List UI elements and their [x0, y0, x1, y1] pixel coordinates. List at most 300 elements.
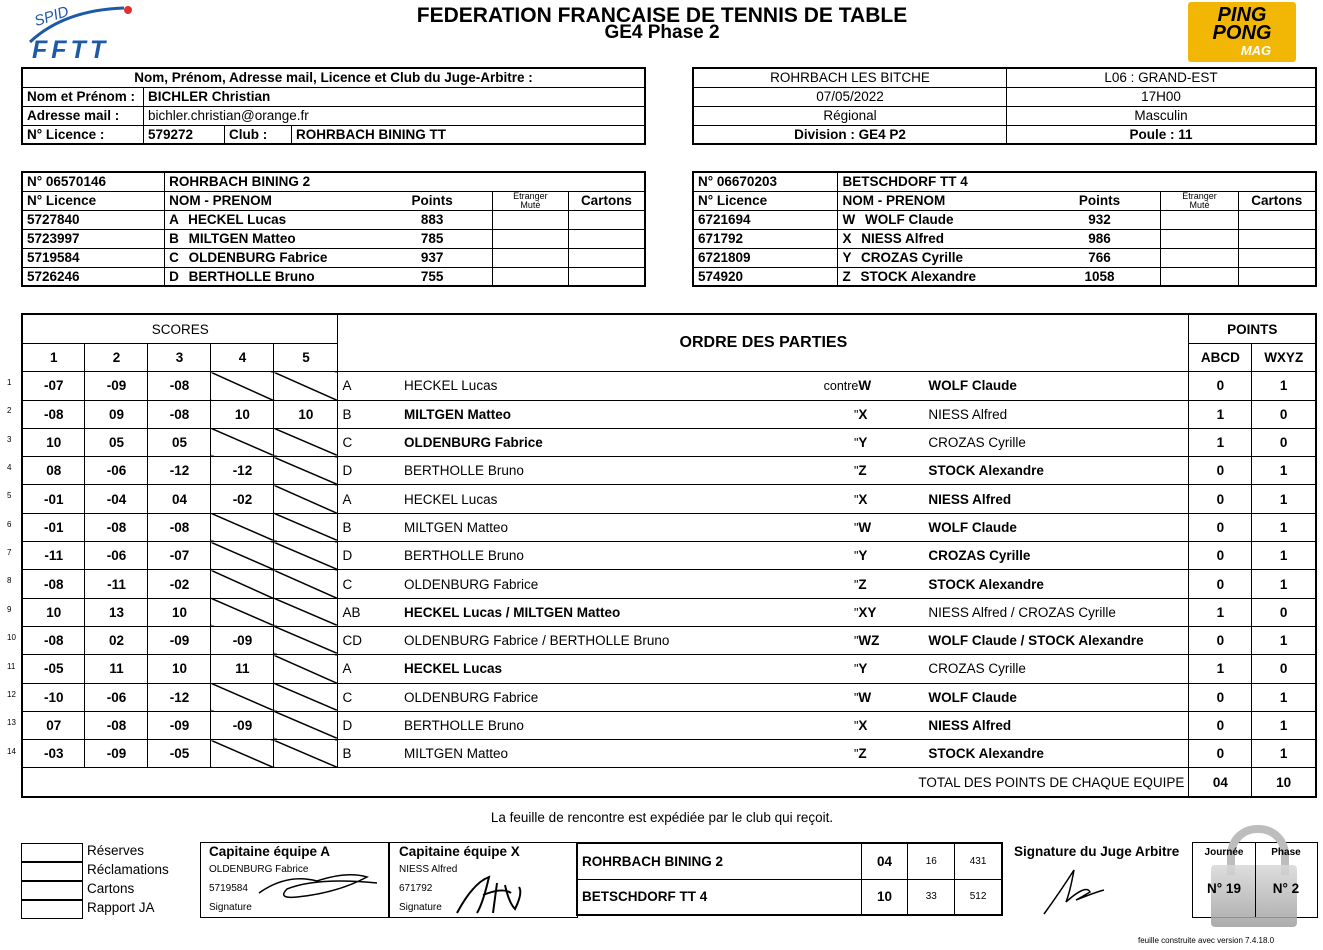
- versus-label: contre: [823, 379, 859, 394]
- fftt-logo: [24, 2, 136, 62]
- team-a-col-foreign: Etranger Muté: [492, 191, 568, 210]
- versus-text: [817, 711, 858, 739]
- referee-heading: Nom, Prénom, Adresse mail, Licence et Club du Juge-Arbitre :: [22, 68, 645, 87]
- row-number: 12: [7, 689, 16, 699]
- match-level: Régional: [693, 106, 1007, 125]
- captain-a-licence: 5719584: [209, 883, 248, 894]
- order-heading: ORDRE DES PARTIES: [338, 314, 1189, 372]
- result-a-balls: 431: [955, 843, 1002, 879]
- player-letter: B: [169, 231, 179, 246]
- result-x-team: BETSCHDORF TT 4: [577, 879, 861, 915]
- match-pool: Poule : 11: [1007, 125, 1317, 144]
- captain-a-title: Capitaine équipe A: [209, 844, 331, 859]
- set-score: -12: [148, 683, 211, 711]
- footer-checkbox-label: Réserves: [87, 843, 145, 858]
- set-score: [274, 655, 338, 683]
- player-x-name: CROZAS Cyrille: [928, 548, 1031, 564]
- set-label-5: 5: [274, 344, 338, 372]
- match-row: [22, 740, 1316, 768]
- player-x-name: CROZAS Cyrille: [928, 661, 1026, 677]
- team-x-table: [692, 171, 1317, 287]
- player-foreign: [1161, 229, 1238, 248]
- player-cards: [1238, 229, 1316, 248]
- referee-name: BICHLER Christian: [144, 87, 646, 106]
- player-name-cell: [165, 248, 373, 267]
- player-a-letter: C: [338, 428, 404, 456]
- player-a-name: BERTHOLLE Bruno: [404, 457, 817, 485]
- versus-label: ": [853, 464, 859, 479]
- match-place: ROHRBACH LES BITCHE: [693, 68, 1007, 87]
- set-score: [274, 570, 338, 598]
- set-score: -09: [148, 711, 211, 739]
- match-row: [22, 683, 1316, 711]
- lock-icon: [1211, 825, 1297, 929]
- referee-mail: bichler.christian@orange.fr: [144, 106, 646, 125]
- player-a-letter: D: [338, 711, 404, 739]
- set-score: [274, 626, 338, 654]
- journee-label: Journée: [1204, 847, 1244, 858]
- player-points: 1058: [1039, 267, 1161, 286]
- result-abcd: 1: [1189, 655, 1252, 683]
- set-score: -10: [22, 683, 85, 711]
- set-score: 11: [85, 655, 148, 683]
- captain-a-signature: [257, 863, 387, 908]
- result-wxyz: 1: [1252, 542, 1316, 570]
- set-score: -04: [85, 485, 148, 513]
- player-a-name: MILTGEN Matteo: [404, 513, 817, 541]
- row-number: 1: [7, 378, 12, 387]
- player-a-letter: AB: [338, 598, 404, 626]
- captain-a-name: OLDENBURG Fabrice: [209, 864, 309, 875]
- set-score: 07: [22, 711, 85, 739]
- row-number: 8: [7, 576, 12, 586]
- set-score: -11: [85, 570, 148, 598]
- captain-x-name: NIESS Alfred: [399, 864, 458, 875]
- set-score: -01: [22, 513, 85, 541]
- set-score: 02: [85, 626, 148, 654]
- player-name-cell: [165, 267, 373, 286]
- team-a-col-name: NOM - PRENOM: [165, 191, 373, 210]
- result-abcd: 0: [1189, 542, 1252, 570]
- player-x-letter: Y: [858, 548, 868, 564]
- versus-label: ": [853, 407, 859, 422]
- player-name: MILTGEN Matteo: [188, 231, 296, 246]
- player-points: 937: [372, 248, 492, 267]
- player-foreign: [1161, 248, 1238, 267]
- player-foreign: [492, 229, 568, 248]
- player-name-cell: [165, 229, 373, 248]
- set-score: -09: [85, 372, 148, 400]
- versus-label: ": [853, 634, 859, 649]
- result-abcd: 1: [1189, 400, 1252, 428]
- team-x-col-licence: N° Licence: [693, 191, 838, 210]
- match-row: [22, 428, 1316, 456]
- set-score: -09: [85, 740, 148, 768]
- versus-text: [817, 626, 858, 654]
- row-number: 5: [7, 491, 12, 501]
- player-x-name: WOLF Claude: [928, 519, 1017, 535]
- result-a-team: ROHRBACH BINING 2: [577, 843, 861, 879]
- player-x-cell: [858, 711, 1189, 739]
- player-letter: X: [842, 231, 852, 246]
- team-a-name: ROHRBACH BINING 2: [165, 172, 645, 191]
- set-score: -08: [22, 400, 85, 428]
- result-abcd: 1: [1189, 428, 1252, 456]
- player-x-cell: [858, 655, 1189, 683]
- result-wxyz: 1: [1252, 513, 1316, 541]
- footer-checkbox[interactable]: [21, 881, 83, 900]
- match-row: [22, 711, 1316, 739]
- match-division: Division : GE4 P2: [693, 125, 1007, 144]
- player-x-letter: Y: [858, 661, 868, 677]
- versus-label: ": [853, 577, 859, 592]
- set-score: -01: [22, 485, 85, 513]
- player-x-cell: [858, 542, 1189, 570]
- result-wxyz: 0: [1252, 598, 1316, 626]
- set-score: -12: [211, 457, 274, 485]
- set-score: [211, 542, 274, 570]
- player-x-name: STOCK Alexandre: [928, 746, 1044, 762]
- set-score: -06: [85, 457, 148, 485]
- player-licence: 5723997: [22, 229, 165, 248]
- versus-text: [817, 740, 858, 768]
- player-x-cell: [858, 740, 1189, 768]
- result-x-sets: 33: [908, 879, 955, 915]
- player-licence: 5719584: [22, 248, 165, 267]
- player-name: CROZAS Cyrille: [861, 250, 964, 265]
- match-gender: Masculin: [1007, 106, 1317, 125]
- player-name: BERTHOLLE Bruno: [188, 268, 315, 284]
- set-score: -08: [148, 372, 211, 400]
- logo-line-3: MAG: [1240, 43, 1272, 58]
- match-row: [22, 542, 1316, 570]
- fftt-text: FFTT: [32, 36, 110, 64]
- versus-text: [817, 570, 858, 598]
- result-wxyz: 0: [1252, 655, 1316, 683]
- set-score: -08: [85, 513, 148, 541]
- player-x-name: CROZAS Cyrille: [928, 435, 1026, 451]
- result-wxyz: 1: [1252, 740, 1316, 768]
- player-a-name: BERTHOLLE Bruno: [404, 711, 817, 739]
- result-wxyz: 0: [1252, 400, 1316, 428]
- player-a-letter: C: [338, 683, 404, 711]
- footer-checkbox[interactable]: [21, 900, 83, 919]
- set-score: [274, 372, 338, 400]
- player-x-letter: X: [858, 491, 868, 507]
- player-x-cell: [858, 626, 1189, 654]
- team-x-col-points: Points: [1039, 191, 1161, 210]
- journee-box: [1192, 842, 1318, 918]
- result-abcd: 0: [1189, 513, 1252, 541]
- player-foreign: [1161, 267, 1238, 286]
- set-score: [211, 513, 274, 541]
- result-x-points: 10: [861, 879, 908, 915]
- pingpong-mag-logo: [1188, 2, 1296, 62]
- match-row: [22, 372, 1316, 400]
- match-row: [22, 513, 1316, 541]
- match-row: [22, 457, 1316, 485]
- player-a-letter: A: [338, 655, 404, 683]
- player-cards: [568, 248, 645, 267]
- set-score: -09: [211, 711, 274, 739]
- spid-text: SPID: [32, 3, 71, 30]
- player-x-name: NIESS Alfred: [928, 406, 1008, 422]
- versus-label: ": [853, 605, 859, 620]
- player-letter: C: [169, 250, 179, 265]
- versus-label: ": [853, 747, 859, 762]
- player-x-letter: Y: [858, 435, 868, 451]
- row-number: 11: [7, 661, 16, 671]
- player-x-cell: [858, 683, 1189, 711]
- versus-label: ": [853, 549, 859, 564]
- result-abcd: 0: [1189, 740, 1252, 768]
- player-points: 932: [1039, 210, 1161, 229]
- total-wxyz: 10: [1252, 768, 1316, 797]
- footer-checkbox[interactable]: [21, 843, 83, 862]
- match-row: [22, 570, 1316, 598]
- versus-text: [817, 542, 858, 570]
- player-a-name: HECKEL Lucas / MILTGEN Matteo: [404, 598, 817, 626]
- set-score: 10: [148, 598, 211, 626]
- match-league: L06 : GRAND-EST: [1007, 68, 1317, 87]
- set-score: -08: [85, 711, 148, 739]
- player-x-name: WOLF Claude / STOCK Alexandre: [928, 633, 1144, 649]
- row-number: 9: [7, 604, 12, 614]
- player-x-cell: [858, 400, 1189, 428]
- row-number: 14: [7, 746, 16, 756]
- set-score: [274, 485, 338, 513]
- row-number: 13: [7, 718, 16, 728]
- set-score: -08: [148, 400, 211, 428]
- player-x-name: NIESS Alfred / CROZAS Cyrille: [928, 604, 1116, 620]
- referee-signature-label: Signature du Juge Arbitre: [1014, 844, 1180, 859]
- result-abcd: 1: [1189, 598, 1252, 626]
- match-row: [22, 626, 1316, 654]
- points-heading: POINTS: [1189, 314, 1316, 344]
- set-score: -07: [22, 372, 85, 400]
- phase-label: Phase: [1271, 847, 1301, 858]
- player-name-cell: [838, 248, 1039, 267]
- footer-checkbox-label: Rapport JA: [87, 900, 155, 915]
- match-row: [22, 598, 1316, 626]
- set-score: -08: [22, 570, 85, 598]
- footer-checkbox-label: Cartons: [87, 881, 135, 896]
- match-time: 17H00: [1007, 87, 1317, 106]
- player-letter: Y: [842, 250, 852, 265]
- referee-club: ROHRBACH BINING TT: [292, 125, 646, 144]
- set-score: [274, 542, 338, 570]
- set-score: 10: [22, 598, 85, 626]
- versus-text: [817, 683, 858, 711]
- versus-label: ": [853, 662, 859, 677]
- result-wxyz: 1: [1252, 570, 1316, 598]
- player-x-cell: [858, 428, 1189, 456]
- version-note: feuille construite avec version 7.4.18.0: [1138, 936, 1275, 945]
- versus-text: [817, 513, 858, 541]
- player-row: [693, 267, 1316, 286]
- set-score: 10: [211, 400, 274, 428]
- set-score: 04: [148, 485, 211, 513]
- result-wxyz: 1: [1252, 485, 1316, 513]
- set-score: -05: [148, 740, 211, 768]
- player-x-letter: W: [858, 519, 872, 535]
- player-x-cell: [858, 457, 1189, 485]
- player-points: 766: [1039, 248, 1161, 267]
- versus-label: ": [853, 690, 859, 705]
- captain-a-box: [200, 842, 390, 918]
- set-score: [211, 683, 274, 711]
- versus-text: [817, 655, 858, 683]
- result-wxyz: 1: [1252, 626, 1316, 654]
- versus-label: ": [853, 436, 859, 451]
- result-abcd: 0: [1189, 626, 1252, 654]
- player-row: [693, 248, 1316, 267]
- phase-value: N° 2: [1272, 881, 1300, 896]
- player-a-name: OLDENBURG Fabrice: [404, 683, 817, 711]
- player-x-letter: Z: [858, 576, 867, 592]
- player-a-letter: CD: [338, 626, 404, 654]
- row-number: 4: [7, 463, 12, 473]
- player-a-letter: A: [338, 485, 404, 513]
- player-x-letter: Z: [858, 463, 867, 479]
- player-cards: [1238, 267, 1316, 286]
- result-wxyz: 1: [1252, 683, 1316, 711]
- footer-checkbox-label: Réclamations: [87, 862, 169, 877]
- player-row: [22, 267, 645, 286]
- set-score: -05: [22, 655, 85, 683]
- set-score: -06: [85, 542, 148, 570]
- player-x-letter: X: [858, 406, 868, 422]
- player-row: [22, 229, 645, 248]
- match-table: [21, 313, 1317, 798]
- set-score: [211, 428, 274, 456]
- set-score: -03: [22, 740, 85, 768]
- row-number: 2: [7, 406, 12, 416]
- captain-x-signature: [453, 873, 533, 917]
- player-letter: A: [169, 212, 179, 227]
- player-x-cell: [858, 372, 1189, 400]
- set-score: -02: [211, 485, 274, 513]
- match-row: [22, 655, 1316, 683]
- row-number: 7: [7, 548, 12, 558]
- set-score: 13: [85, 598, 148, 626]
- referee-licence: 579272: [144, 125, 225, 144]
- player-licence: 671792: [693, 229, 838, 248]
- player-x-letter: XY: [858, 604, 877, 620]
- player-a-letter: B: [338, 740, 404, 768]
- set-score: [211, 740, 274, 768]
- set-label-1: 1: [22, 344, 85, 372]
- player-x-cell: [858, 485, 1189, 513]
- player-letter: W: [842, 212, 856, 227]
- player-cards: [1238, 210, 1316, 229]
- result-a-sets: 16: [908, 843, 955, 879]
- match-date: 07/05/2022: [693, 87, 1007, 106]
- set-score: -08: [22, 626, 85, 654]
- player-a-name: MILTGEN Matteo: [404, 740, 817, 768]
- versus-text: [817, 598, 858, 626]
- player-x-letter: X: [858, 718, 868, 733]
- versus-text: [817, 428, 858, 456]
- referee-name-label: Nom et Prénom :: [22, 87, 144, 106]
- logo-line-1: PING: [1217, 4, 1267, 26]
- set-score: [274, 428, 338, 456]
- player-a-name: OLDENBURG Fabrice / BERTHOLLE Bruno: [404, 626, 817, 654]
- player-row: [693, 229, 1316, 248]
- player-row: [693, 210, 1316, 229]
- player-foreign: [1161, 210, 1238, 229]
- set-score: -12: [148, 457, 211, 485]
- set-label-3: 3: [148, 344, 211, 372]
- player-a-letter: D: [338, 457, 404, 485]
- versus-text: [817, 457, 858, 485]
- set-score: -09: [211, 626, 274, 654]
- player-points: 883: [372, 210, 492, 229]
- set-score: [274, 598, 338, 626]
- set-score: -11: [22, 542, 85, 570]
- set-score: -07: [148, 542, 211, 570]
- result-abcd: 0: [1189, 372, 1252, 400]
- team-x-col-name: NOM - PRENOM: [838, 191, 1039, 210]
- player-cards: [1238, 248, 1316, 267]
- set-score: -08: [148, 513, 211, 541]
- team-a-table: [21, 171, 646, 287]
- player-licence: 5727840: [22, 210, 165, 229]
- player-name-cell: [838, 210, 1039, 229]
- set-label-4: 4: [211, 344, 274, 372]
- captain-x-box: [388, 842, 578, 918]
- set-score: [211, 372, 274, 400]
- captain-x-sign-label: Signature: [399, 902, 442, 913]
- total-abcd: 04: [1189, 768, 1252, 797]
- row-number: 10: [7, 633, 16, 643]
- referee-table: [21, 67, 646, 145]
- player-row: [22, 248, 645, 267]
- player-a-name: MILTGEN Matteo: [404, 400, 817, 428]
- set-score: 09: [85, 400, 148, 428]
- col-abcd: ABCD: [1189, 344, 1252, 372]
- match-row: [22, 485, 1316, 513]
- result-abcd: 0: [1189, 457, 1252, 485]
- row-number: 6: [7, 519, 12, 529]
- referee-mail-label: Adresse mail :: [22, 106, 144, 125]
- player-a-letter: A: [338, 372, 404, 400]
- team-a-col-licence: N° Licence: [22, 191, 165, 210]
- player-a-name: BERTHOLLE Bruno: [404, 542, 817, 570]
- player-name: OLDENBURG Fabrice: [188, 250, 328, 265]
- player-foreign: [492, 267, 568, 286]
- col-wxyz: WXYZ: [1252, 344, 1316, 372]
- row-number: 3: [7, 434, 12, 444]
- player-name: NIESS Alfred: [861, 231, 945, 246]
- set-score: -02: [148, 570, 211, 598]
- result-a-points: 04: [861, 843, 908, 879]
- footer-checkbox[interactable]: [21, 862, 83, 881]
- team-x-col-cards: Cartons: [1238, 191, 1316, 210]
- player-a-letter: B: [338, 513, 404, 541]
- referee-club-label: Club :: [225, 125, 292, 144]
- set-score: 05: [148, 428, 211, 456]
- result-abcd: 0: [1189, 683, 1252, 711]
- versus-label: ": [853, 719, 859, 733]
- result-abcd: 0: [1189, 711, 1252, 739]
- set-score: -09: [148, 626, 211, 654]
- player-a-letter: D: [338, 542, 404, 570]
- footer-note: La feuille de rencontre est expédiée par le club qui reçoit.: [490, 810, 834, 825]
- team-x-number: N° 06670203: [693, 172, 838, 191]
- player-points: 785: [372, 229, 492, 248]
- player-name: WOLF Claude: [865, 212, 954, 227]
